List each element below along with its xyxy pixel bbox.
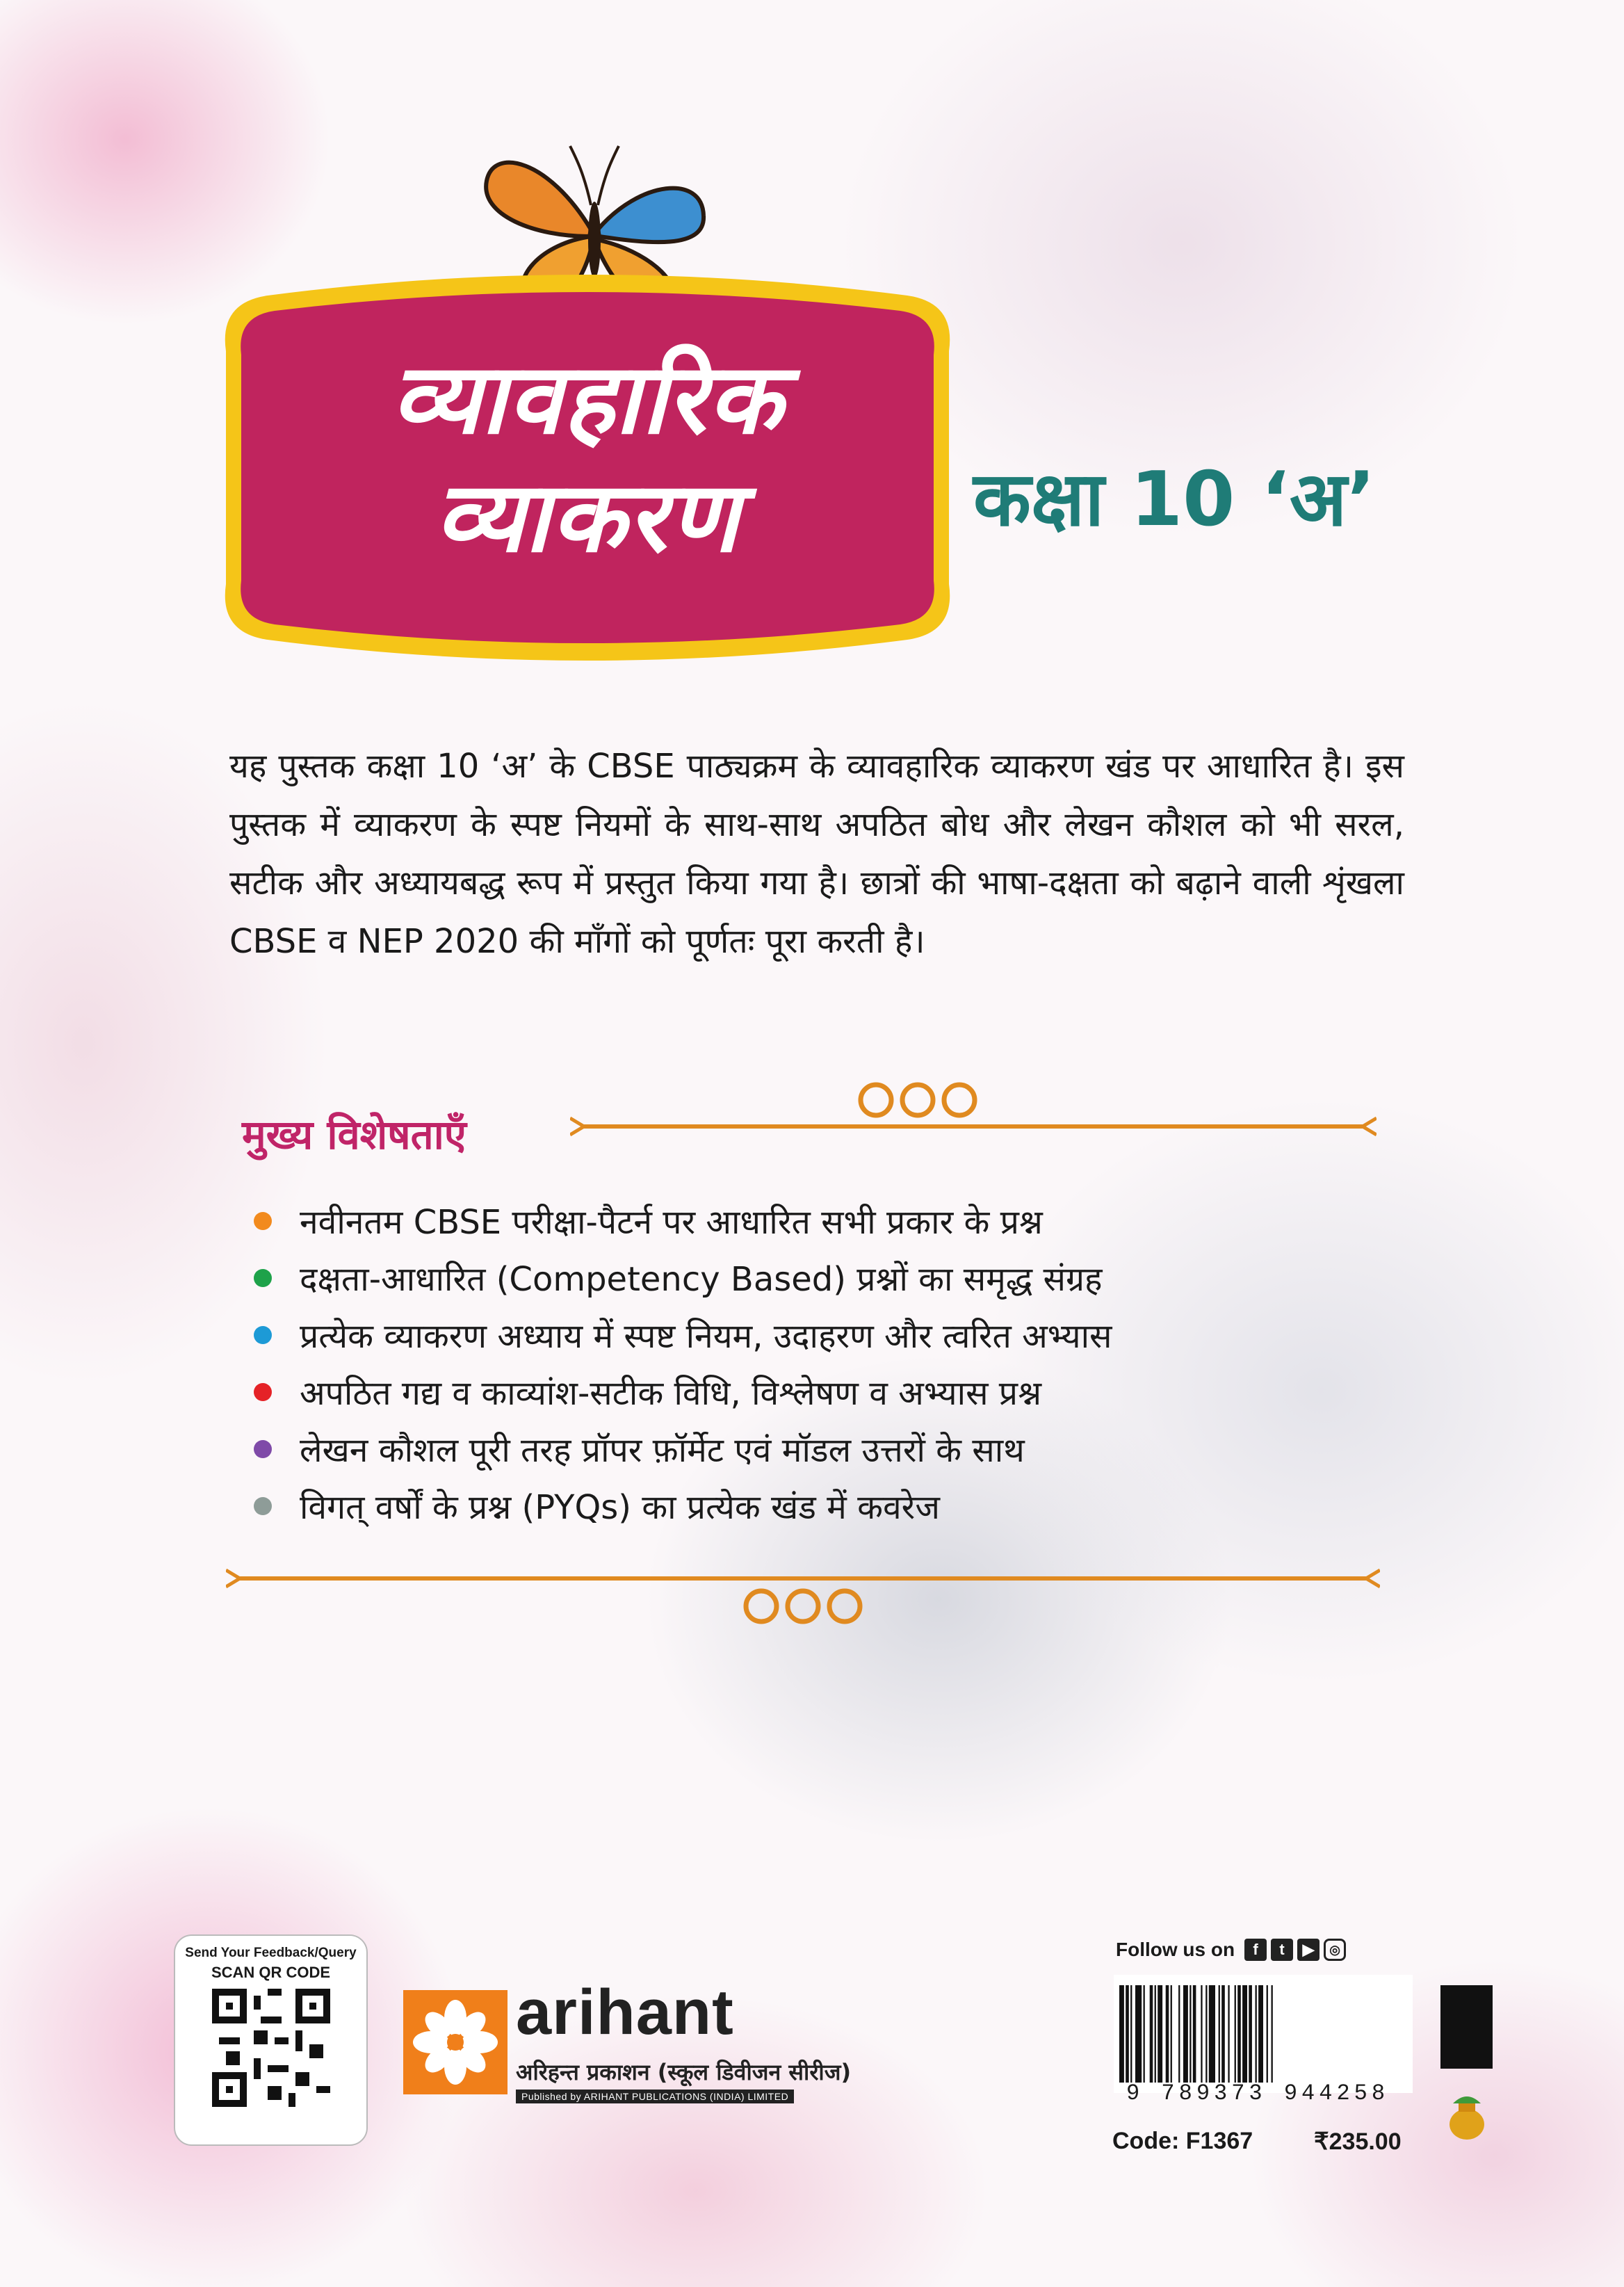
barcode-bar bbox=[1183, 1985, 1188, 2083]
feature-item bbox=[254, 1364, 1112, 1421]
bullet-dot bbox=[254, 1383, 272, 1401]
barcode-bar bbox=[1256, 1985, 1257, 2083]
publisher-line: Published by ARIHANT PUBLICATIONS (INDIA) LIMITED bbox=[516, 2090, 794, 2103]
feature-text: प्रत्येक व्याकरण अध्याय में स्पष्ट नियम, उदाहरण और त्वरित अभ्यास bbox=[300, 1316, 1112, 1356]
barcode-bar bbox=[1228, 1985, 1229, 2083]
bullet-dot bbox=[254, 1497, 272, 1515]
barcode-bar bbox=[1209, 1985, 1215, 2083]
barcode-bar bbox=[1189, 1985, 1191, 2083]
publisher-brand: arihant bbox=[516, 1977, 734, 2048]
feature-item bbox=[254, 1421, 1112, 1478]
feature-text: लेखन कौशल पूरी तरह प्रॉपर फ़ॉर्मेट एवं मॉडल उत्तरों के साथ bbox=[300, 1430, 1025, 1470]
barcode-bar bbox=[1258, 1985, 1263, 2083]
bottom-ornament-divider bbox=[226, 1558, 1380, 1634]
arihant-logo-icon bbox=[403, 1990, 508, 2094]
barcode-bar bbox=[1205, 1985, 1207, 2083]
barcode-bar bbox=[1178, 1985, 1180, 2083]
barcode-bar bbox=[1237, 1985, 1241, 2083]
kalash-icon bbox=[1446, 2093, 1488, 2142]
barcode-bar bbox=[1249, 1985, 1252, 2083]
feature-item bbox=[254, 1307, 1112, 1364]
barcode-bar bbox=[1235, 1985, 1236, 2083]
barcode-bar bbox=[1201, 1985, 1202, 2083]
youtube-icon[interactable]: ▶ bbox=[1297, 1939, 1320, 1961]
barcode-bar bbox=[1166, 1985, 1169, 2083]
barcode-bar bbox=[1219, 1985, 1220, 2083]
title-line-2: व्याकरण bbox=[435, 461, 740, 574]
barcode-bar bbox=[1193, 1985, 1196, 2083]
follow-label: Follow us on bbox=[1116, 1939, 1235, 1960]
book-code: Code: F1367 bbox=[1112, 2128, 1253, 2154]
feature-text: अपठित गद्य व काव्यांश-सटीक विधि, विश्लेषण व अभ्यास प्रश्न bbox=[300, 1373, 1042, 1413]
bullet-dot bbox=[254, 1326, 272, 1344]
barcode bbox=[1114, 1975, 1413, 2093]
class-label: कक्षा 10 ‘अ’ bbox=[973, 456, 1376, 543]
twitter-icon[interactable]: t bbox=[1271, 1939, 1293, 1961]
book-price: ₹235.00 bbox=[1314, 2128, 1402, 2155]
feature-item bbox=[254, 1250, 1112, 1307]
qr-code-icon[interactable] bbox=[212, 1989, 330, 2107]
features-list bbox=[254, 1193, 1112, 1535]
barcode-bar bbox=[1272, 1985, 1273, 2083]
barcode-bar bbox=[1150, 1985, 1153, 2083]
feature-text: विगत् वर्षों के प्रश्न (PYQs) का प्रत्येक खंड में कवरेज bbox=[300, 1487, 940, 1527]
barcode-bar bbox=[1126, 1985, 1129, 2083]
bullet-dot bbox=[254, 1212, 272, 1230]
barcode-bar bbox=[1135, 1985, 1142, 2083]
publisher-emblem-icon bbox=[1440, 1985, 1493, 2069]
barcode-bar bbox=[1158, 1985, 1162, 2083]
bullet-dot bbox=[254, 1440, 272, 1458]
follow-us bbox=[1116, 1939, 1346, 1961]
qr-caption-1: Send Your Feedback/Query bbox=[185, 1946, 357, 1960]
bullet-dot bbox=[254, 1269, 272, 1287]
barcode-bar bbox=[1242, 1985, 1247, 2083]
book-description: यह पुस्तक कक्षा 10 ‘अ’ के CBSE पाठ्यक्रम के व्यावहारिक व्याकरण खंड पर आधारित है। इस पुस्तक में व्याकरण के स्पष्ट नियमों के साथ-साथ अपठित बोध और लेखन कौशल को भी सरल, सटीक और अध्यायबद्ध रूप में प्रस्तुत किया गया है। छात्रों की भाषा-दक्षता को बढ़ाने वाली शृंखला CBSE व NEP 2020 की माँगों को पूर्णतः पूरा करती है। bbox=[229, 747, 1404, 961]
qr-caption-2: SCAN QR CODE bbox=[211, 1964, 331, 1981]
barcode-bar bbox=[1119, 1985, 1124, 2083]
feature-item bbox=[254, 1478, 1112, 1535]
isbn-number: 9 789373 944258 bbox=[1126, 2080, 1390, 2106]
feature-item bbox=[254, 1193, 1112, 1250]
barcode-bar bbox=[1155, 1985, 1156, 2083]
barcode-bar bbox=[1267, 1985, 1268, 2083]
feature-text: नवीनतम CBSE परीक्षा-पैटर्न पर आधारित सभी प्रकार के प्रश्न bbox=[300, 1202, 1043, 1242]
instagram-icon[interactable]: ◎ bbox=[1324, 1939, 1346, 1961]
title-line-1: व्यावहारिक bbox=[391, 343, 784, 456]
qr-feedback-box bbox=[174, 1934, 368, 2146]
feature-text: दक्षता-आधारित (Competency Based) प्रश्नों का समृद्ध संग्रह bbox=[300, 1259, 1103, 1299]
barcode-bar bbox=[1221, 1985, 1225, 2083]
publisher-hindi-name: अरिहन्त प्रकाशन (स्कूल डिवीजन सीरीज) bbox=[516, 2059, 852, 2085]
barcode-bar bbox=[1130, 1985, 1132, 2083]
barcode-bar bbox=[1144, 1985, 1145, 2083]
barcode-bar bbox=[1171, 1985, 1172, 2083]
facebook-icon[interactable]: f bbox=[1244, 1939, 1267, 1961]
top-ornament-divider bbox=[570, 1071, 1377, 1154]
title-plate bbox=[219, 268, 956, 668]
features-heading: मुख्य विशेषताएँ bbox=[242, 1111, 466, 1158]
